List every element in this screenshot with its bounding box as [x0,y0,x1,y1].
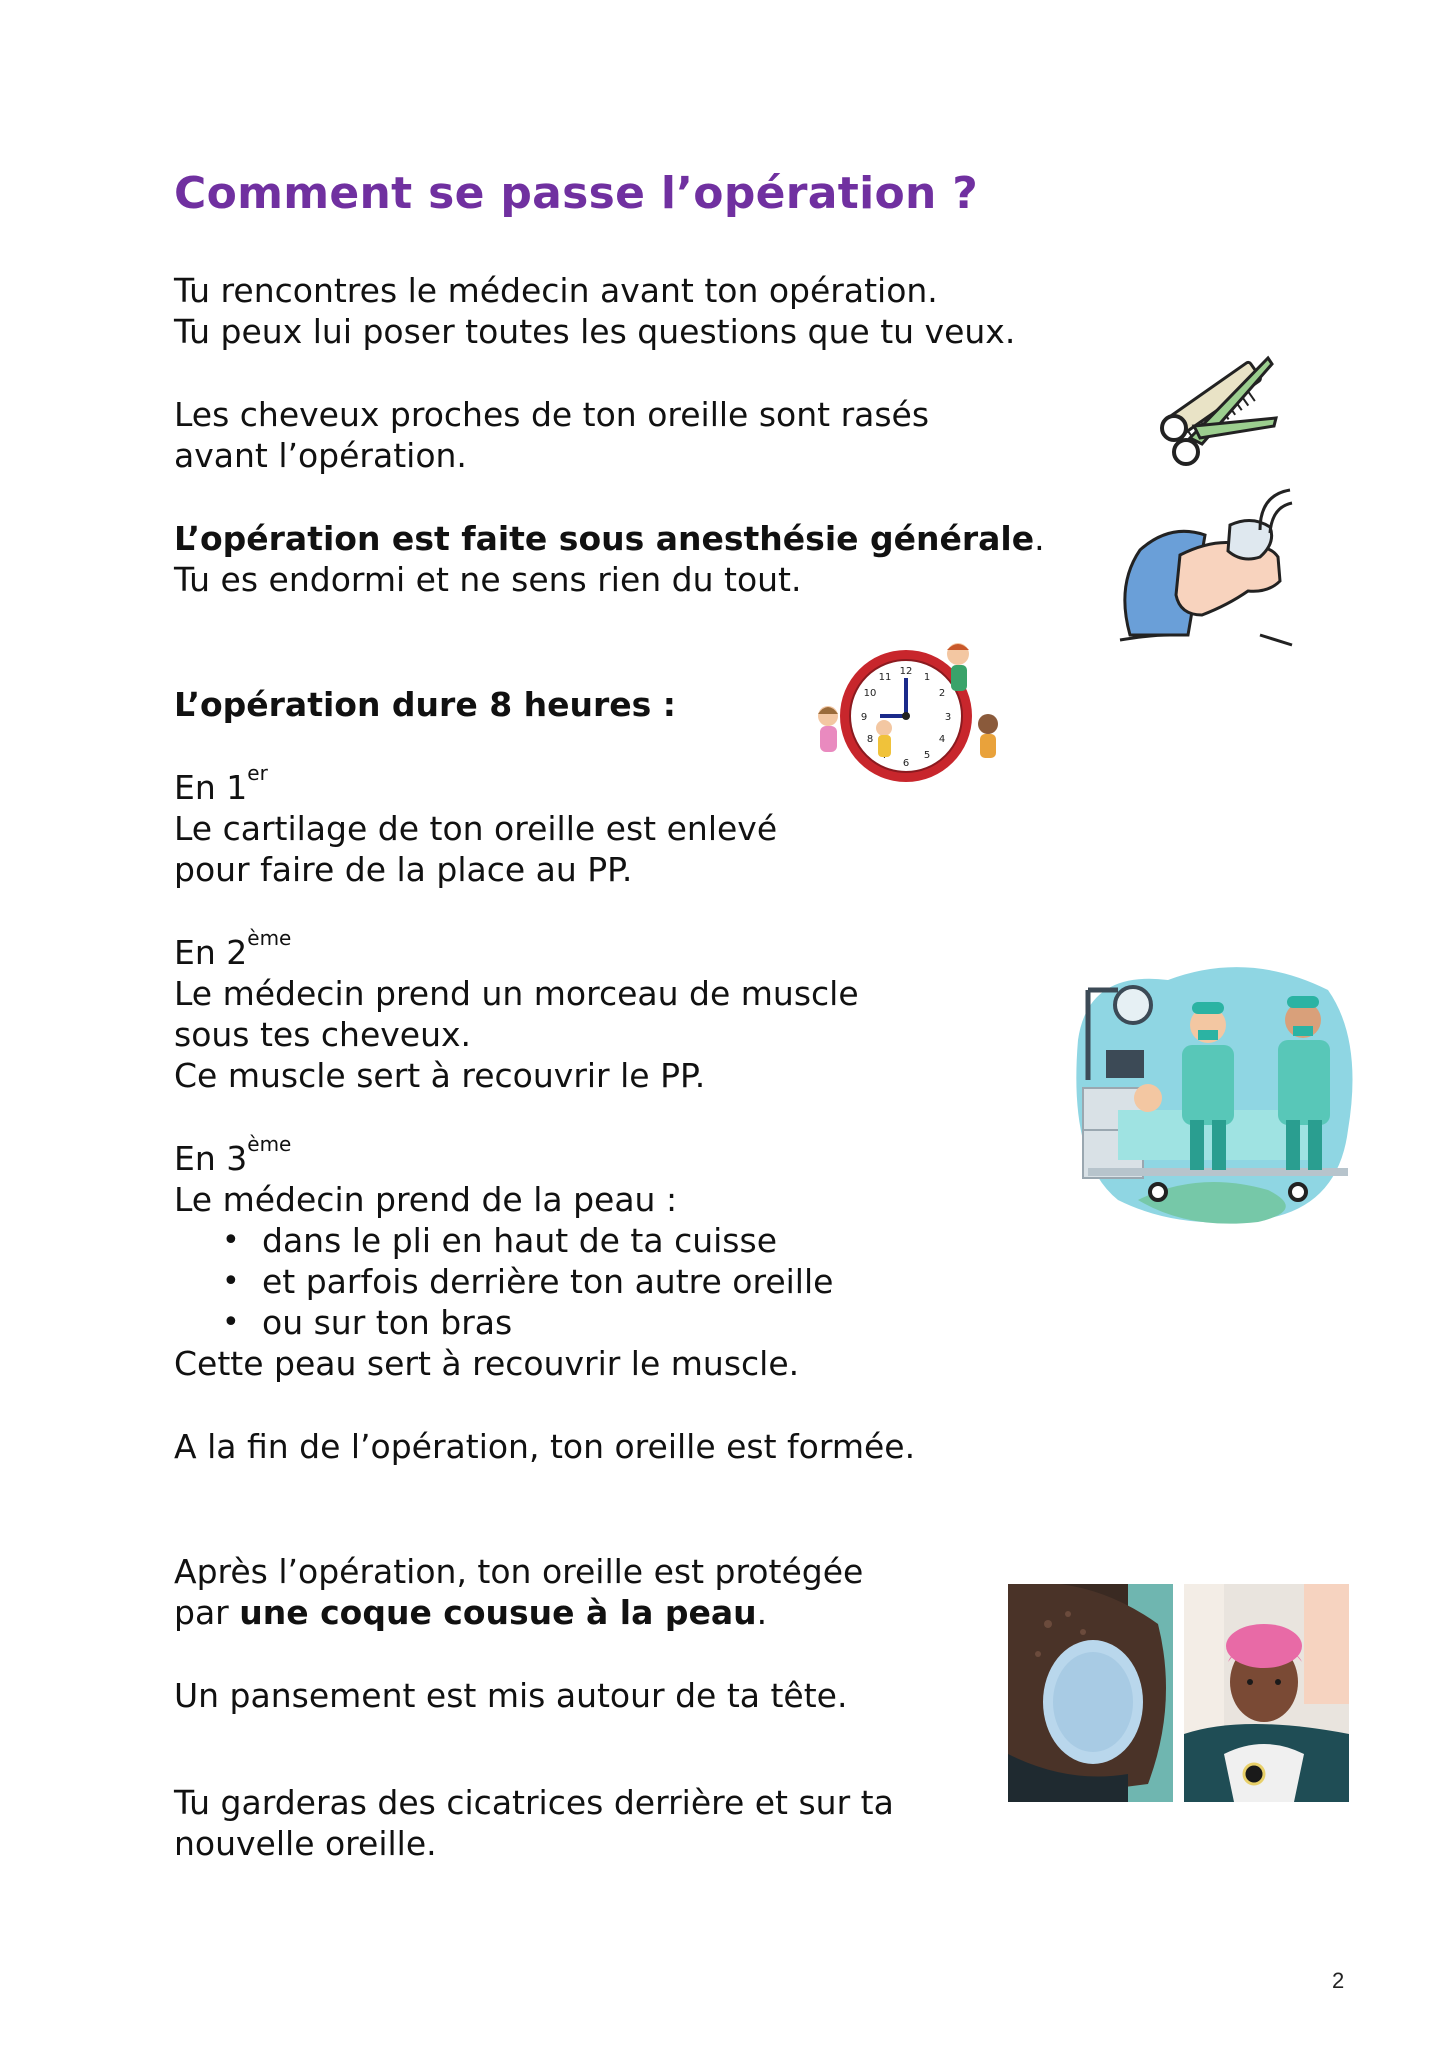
scars-line-1: Tu garderas des cicatrices derrière et sur ta [174,1783,894,1822]
clock-number: 3 [944,712,952,723]
clock-number: 5 [923,750,931,761]
step3-prefix: En 3 [174,1139,248,1178]
clock-number: 11 [878,672,892,683]
bullet-dot: • [222,1305,240,1340]
duration-bold: L’opération dure 8 heures : [174,685,676,724]
step2-line-1: Le médecin prend un morceau de muscle [174,974,859,1013]
step2-line-3: Ce muscle sert à recouvrir le PP. [174,1056,706,1095]
step2-prefix: En 2 [174,933,248,972]
step1-heading [174,761,268,808]
step3-sup: ème [247,1132,292,1156]
anesthesia-period: . [1034,519,1045,558]
after-line-1: Après l’opération, ton oreille est protégée [174,1552,864,1591]
intro-line-2: Tu peux lui poser toutes les questions que tu veux. [174,312,1016,351]
step3-bullet-1: dans le pli en haut de ta cuisse [262,1221,777,1260]
clock-number: 4 [938,734,946,745]
clock-number: 6 [902,758,910,769]
hair-line-1: Les cheveux proches de ton oreille sont rasés [174,395,930,434]
anesthesia-line-2: Tu es endormi et ne sens rien du tout. [174,560,802,599]
intro-line-1: Tu rencontres le médecin avant ton opération. [174,271,938,310]
page-number: 2 [1332,1968,1345,1993]
step1-line-2: pour faire de la place au PP. [174,850,633,889]
step3-heading [174,1132,292,1179]
bullet-dot: • [222,1223,240,1258]
anesthesia-bold: L’opération est faite sous anesthésie générale [174,519,1035,558]
after-bold: une coque cousue à la peau [239,1593,757,1632]
after-suffix: . [756,1593,768,1632]
clock-number: 8 [866,734,874,745]
ear-shell-photo [1008,1584,1173,1802]
step1-prefix: En 1 [174,768,248,807]
head-bandage-photo [1184,1584,1349,1802]
clock-number: 2 [938,688,946,699]
clock-kids-icon [808,638,1008,793]
hair-line-2: avant l’opération. [174,436,467,475]
step3-lead: Le médecin prend de la peau : [174,1180,678,1219]
end-line: A la fin de l’opération, ton oreille est formée. [174,1427,916,1466]
bullet-dot: • [222,1264,240,1299]
anesthesia-line-1 [174,518,1045,559]
scars-line-2: nouvelle oreille. [174,1824,437,1863]
step3-bullet-3: ou sur ton bras [262,1303,513,1342]
clock-number: 9 [860,712,868,723]
step1-line-1: Le cartilage de ton oreille est enlevé [174,809,778,848]
step3-close: Cette peau sert à recouvrir le muscle. [174,1344,800,1383]
clock-number: 12 [899,666,913,677]
duration-heading [174,684,676,725]
page-title: Comment se passe l’opération ? [174,168,979,219]
clock-number: 10 [863,688,877,699]
after-prefix: par [174,1593,240,1632]
anesthesia-mask-icon [1110,485,1295,650]
step2-line-2: sous tes cheveux. [174,1015,472,1054]
step2-heading [174,926,292,973]
bandage-line: Un pansement est mis autour de ta tête. [174,1676,848,1715]
step3-bullet-2: et parfois derrière ton autre oreille [262,1262,834,1301]
surgery-team-icon [1058,930,1363,1245]
clock-number: 1 [923,672,931,683]
scissors-comb-icon [1150,348,1285,468]
step2-sup: ème [247,926,292,950]
step1-sup: er [247,761,268,785]
after-line-2 [174,1592,767,1633]
